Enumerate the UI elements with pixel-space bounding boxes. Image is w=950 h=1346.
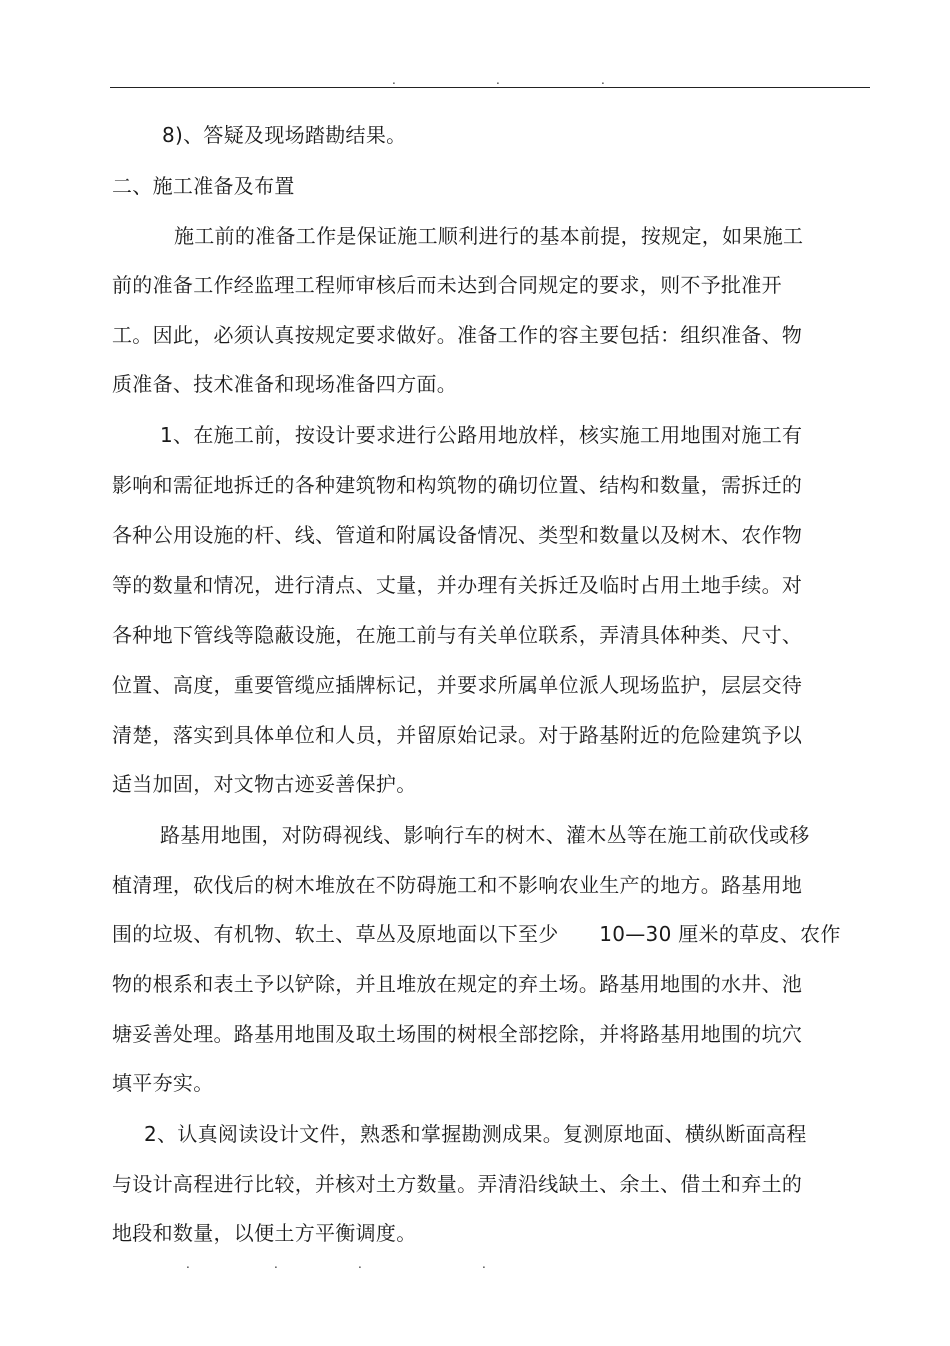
text-line: 地段和数量，以便土方平衡调度。 — [112, 1221, 417, 1245]
section-heading: 二、施工准备及布置 — [112, 174, 295, 198]
text-line: 施工前的准备工作是保证施工顺利进行的基本前提，按规定，如果施工 — [174, 224, 804, 248]
text-line: 塘妥善处理。路基用地围及取土场围的树根全部挖除，并将路基用地围的坑穴 — [112, 1022, 803, 1046]
footer-dot: . — [186, 1257, 190, 1271]
text-line: 各种地下管线等隐蔽设施，在施工前与有关单位联系，弄清具体种类、尺寸、 — [112, 623, 803, 647]
text-line: 工。因此，必须认真按规定要求做好。准备工作的容主要包括：组织准备、物 — [112, 323, 803, 347]
text-line: 8)、答疑及现场踏勘结果。 — [162, 123, 407, 147]
text-line: 位置、高度，重要管缆应插牌标记，并要求所属单位派人现场监护，层层交待 — [112, 673, 803, 697]
text-line: 质准备、技术准备和现场准备四方面。 — [112, 372, 458, 396]
text-line: 围的垃圾、有机物、软土、草丛及原地面以下至少 10—30 厘米的草皮、农作 — [112, 922, 841, 946]
text-line: 植清理，砍伐后的树木堆放在不防碍施工和不影响农业生产的地方。路基用地 — [112, 873, 803, 897]
text-line: 路基用地围，对防碍视线、影响行车的树木、灌木丛等在施工前砍伐或移 — [160, 823, 810, 847]
text-line: 等的数量和情况，进行清点、丈量，并办理有关拆迁及临时占用土地手续。对 — [112, 573, 803, 597]
header-dot: . — [496, 73, 500, 87]
text-line: 物的根系和表土予以铲除，并且堆放在规定的弃土场。路基用地围的水井、池 — [112, 972, 803, 996]
text-line: 1、在施工前，按设计要求进行公路用地放样，核实施工用地围对施工有 — [160, 423, 803, 447]
footer-dot: . — [358, 1257, 362, 1271]
footer-dot: . — [482, 1257, 486, 1271]
text-line: 适当加固，对文物古迹妥善保护。 — [112, 772, 417, 796]
header-dot: . — [601, 73, 605, 87]
text-line: 影响和需征地拆迁的各种建筑物和构筑物的确切位置、结构和数量，需拆迁的 — [112, 473, 803, 497]
text-line: 2、认真阅读设计文件，熟悉和掌握勘测成果。复测原地面、横纵断面高程 — [144, 1122, 807, 1146]
text-line: 各种公用设施的杆、线、管道和附属设备情况、类型和数量以及树木、农作物 — [112, 523, 803, 547]
text-line: 前的准备工作经监理工程师审核后而未达到合同规定的要求，则不予批准开 — [112, 273, 782, 297]
header-rule — [110, 87, 870, 88]
header-dot: . — [392, 73, 396, 87]
text-line: 清楚，落实到具体单位和人员，并留原始记录。对于路基附近的危险建筑予以 — [112, 723, 803, 747]
text-line: 填平夯实。 — [112, 1071, 214, 1095]
footer-dot: . — [274, 1257, 278, 1271]
text-line: 与设计高程进行比较，并核对土方数量。弄清沿线缺土、余土、借土和弃土的 — [112, 1172, 803, 1196]
